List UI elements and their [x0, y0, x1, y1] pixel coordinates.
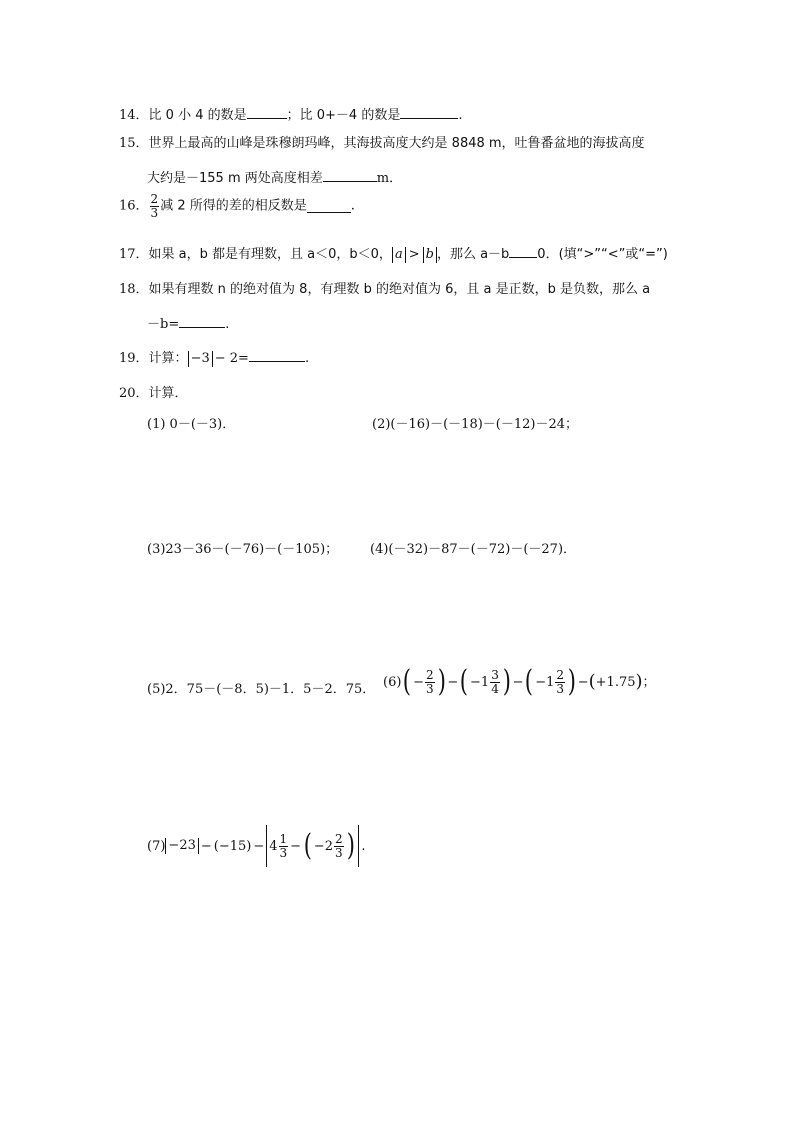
mixed-whole: 4	[269, 838, 278, 854]
question-text: 减 2 所得的差的相反数是	[160, 198, 307, 214]
left-paren: (	[525, 664, 534, 699]
answer-blank[interactable]	[307, 200, 351, 213]
minus-sign: −	[253, 838, 265, 854]
punctuation: .	[350, 198, 355, 214]
greater-than-sign: >	[408, 247, 420, 262]
absolute-value: −3	[188, 351, 213, 367]
answer-blank[interactable]	[400, 106, 458, 119]
question-19	[119, 349, 309, 367]
fraction	[334, 833, 344, 859]
subproblem-2: (2)(－16)－(－18)－(－12)－24；	[372, 417, 579, 432]
subproblem-7	[147, 825, 365, 867]
subproblem-6	[383, 664, 656, 699]
fraction-denominator: 3	[150, 205, 159, 220]
subproblem-5: (5)2．75－(－8．5)－1．5－2．75．	[147, 682, 376, 697]
left-paren: (	[303, 828, 313, 863]
absolute-value: −23	[165, 838, 198, 854]
answer-blank[interactable]	[249, 349, 305, 362]
question-number: 14．	[119, 108, 149, 123]
subproblem-3: (3)23－36－(－76)－(－105)；	[147, 542, 339, 557]
right-paren: )	[502, 664, 511, 699]
punctuation: ；	[642, 674, 656, 690]
question-text: m．	[376, 171, 403, 186]
subproblem-label: (7)	[147, 838, 166, 854]
left-paren: (	[588, 671, 596, 692]
fraction-numerator: 2	[426, 667, 434, 682]
fraction	[279, 833, 289, 859]
question-text: 大约是－155 m 两处高度相差	[147, 171, 323, 186]
fraction-denominator: 4	[491, 681, 499, 696]
fraction-denominator: 3	[279, 845, 288, 860]
fraction-numerator: 2	[556, 667, 564, 682]
question-number: 20．	[119, 386, 149, 401]
question-20	[119, 387, 188, 400]
absolute-value-big	[266, 825, 359, 867]
fraction-numerator: 1	[279, 831, 288, 846]
fraction-numerator: 3	[491, 667, 499, 682]
absolute-value-a: a	[392, 247, 406, 263]
question-text: − 2=	[214, 351, 249, 366]
question-16	[119, 193, 355, 219]
question-text: ；比 0+－4 的数是	[286, 108, 401, 123]
term: +1.75	[595, 674, 636, 690]
right-paren: )	[635, 671, 643, 692]
question-text: 如果有理数 n 的绝对值为 8，有理数 b 的绝对值为 6，且 a 是正数，b 是负数，那么 a	[148, 282, 651, 297]
question-text: －b=	[147, 317, 180, 332]
punctuation: .	[304, 351, 310, 366]
question-text: 如果 a，b 都是有理数，且 a＜0，b＜0，	[148, 247, 392, 262]
subproblem-4: (4)(－32)－87－(－72)－(－27)．	[370, 542, 577, 557]
question-text: 0．(填“>”“<”或“=”)	[537, 247, 668, 262]
fraction	[555, 669, 565, 695]
question-text: 计算：	[148, 351, 188, 366]
fraction-denominator: 3	[426, 681, 434, 696]
minus-sign: −	[447, 674, 459, 690]
minus-sign: −	[577, 674, 589, 690]
fraction-numerator: 2	[150, 192, 159, 206]
fraction	[150, 193, 160, 219]
question-text: 比 0 小 4 的数是	[148, 108, 247, 123]
fraction-denominator: 3	[556, 681, 564, 696]
subproblem-label: (6)	[383, 674, 402, 690]
subproblem-1: (1) 0－(－3)．	[147, 417, 236, 432]
question-15-line2	[147, 169, 402, 185]
question-17	[119, 245, 668, 263]
question-15	[119, 137, 645, 150]
question-18	[119, 283, 650, 296]
question-text: 世界上最高的山峰是珠穆朗玛峰，其海拔高度大约是 8848 m，吐鲁番盆地的海拔高度	[148, 136, 645, 151]
question-text: 计算．	[148, 386, 188, 401]
right-paren: )	[567, 664, 576, 699]
question-number: 17．	[119, 247, 149, 262]
term: (−15)	[213, 838, 252, 854]
left-paren: (	[403, 664, 412, 699]
fraction-numerator: 2	[334, 831, 343, 846]
question-text: ，那么 a－b	[436, 247, 510, 262]
answer-blank[interactable]	[179, 315, 225, 328]
minus-sign: −	[512, 674, 524, 690]
punctuation: .	[361, 838, 366, 854]
minus-sign: −	[290, 838, 302, 854]
fraction	[490, 669, 500, 695]
mixed-whole: −1	[470, 674, 490, 690]
question-number: 19．	[119, 351, 149, 366]
question-number: 15．	[119, 136, 149, 151]
absolute-value-b: b	[423, 247, 437, 263]
fraction	[425, 669, 435, 695]
punctuation: .	[225, 317, 230, 332]
question-18-line2	[147, 315, 229, 331]
question-number: 18．	[119, 282, 149, 297]
left-paren: (	[460, 664, 469, 699]
right-paren: )	[346, 828, 355, 863]
punctuation: .	[458, 108, 463, 123]
sign: −	[413, 674, 425, 690]
answer-blank[interactable]	[509, 245, 537, 258]
question-14	[119, 106, 462, 122]
right-paren: )	[437, 664, 446, 699]
mixed-whole: −1	[535, 674, 555, 690]
minus-sign: −	[200, 838, 212, 854]
fraction-denominator: 3	[334, 845, 343, 860]
answer-blank[interactable]	[247, 106, 287, 119]
question-number: 16．	[119, 198, 149, 214]
mixed-whole: −2	[313, 838, 333, 854]
answer-blank[interactable]	[323, 169, 377, 182]
